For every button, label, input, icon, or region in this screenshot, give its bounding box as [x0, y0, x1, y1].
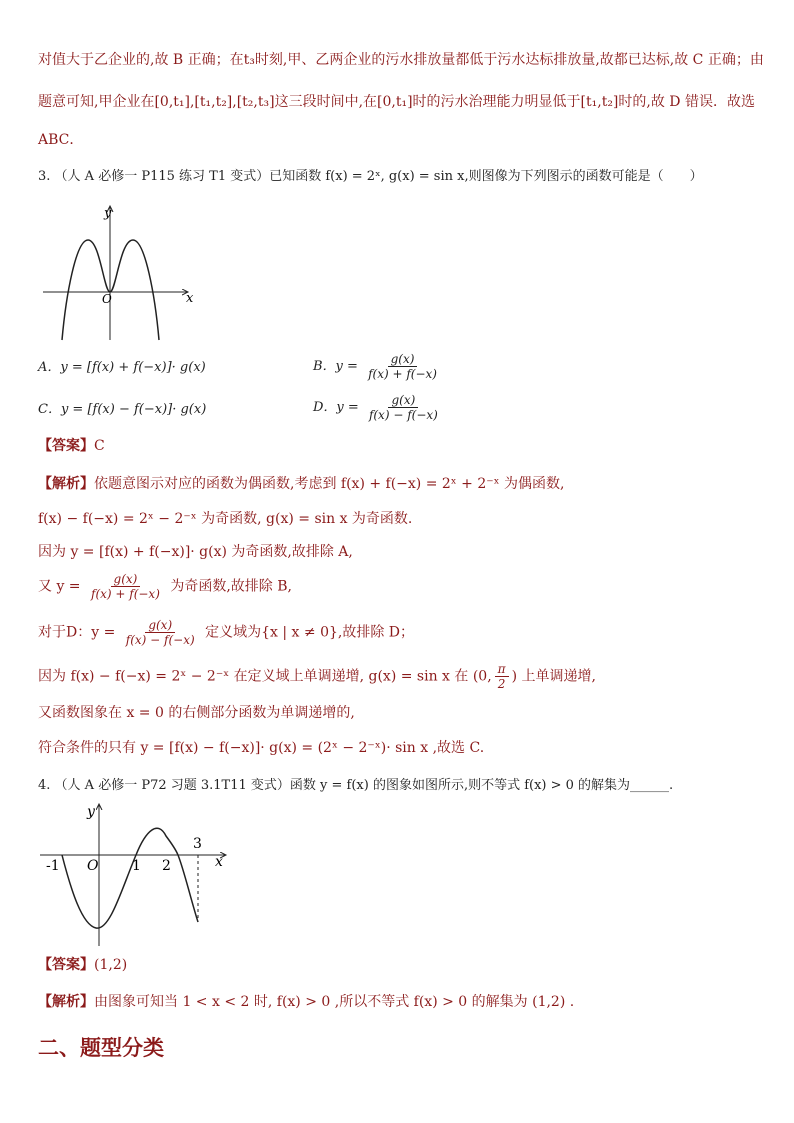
- q3-option-b: [313, 352, 443, 381]
- q3-analysis-line-2: f(x) − f(−x) = 2ˣ − 2⁻ˣ 为奇函数, g(x) = sin x 为奇函数.: [38, 511, 413, 527]
- q3-analysis-line-8: 符合条件的只有 y = [f(x) − f(−x)]· g(x) = (2ˣ − 2⁻ˣ)· sin x ,故选 C.: [38, 740, 485, 756]
- q3-a5-fraction: [123, 618, 198, 647]
- q3-analysis-line-6: [38, 662, 756, 691]
- q3-analysis-line-3: 因为 y = [f(x) + f(−x)]· g(x) 为奇函数,故排除 A,: [38, 544, 353, 560]
- prev-line-2: 题意可知,甲企业在[0,t₁],[t₁,t₂],[t₂,t₃]这三段时间中,在[0,t₁]时的污水治理能力明显低于[t₁,t₂]时的,故 D 错误．故选: [38, 94, 755, 110]
- q3-a5-suffix: 定义域为{x | x ≠ 0},故排除 D；: [205, 624, 415, 641]
- q4-y-label: y: [87, 804, 95, 820]
- q3-a4-num: g(x): [111, 572, 141, 587]
- q4-answer-tag: 【答案】: [38, 957, 94, 973]
- q3-a4-prefix: 又 y =: [38, 578, 81, 595]
- q3-answer: [38, 436, 756, 456]
- section-heading: 二、题型分类: [38, 1036, 164, 1060]
- q3-stem: 3. （人 A 必修一 P115 练习 T1 变式）已知函数 f(x) = 2ˣ, g(x) = sin x,则图像为下列图示的函数可能是（ ）: [38, 169, 703, 184]
- q3-graph: [38, 200, 203, 345]
- q3-a6-interval-right: ): [511, 668, 518, 685]
- q3-analysis-line-1: [38, 474, 756, 494]
- q4-x-label: x: [215, 854, 223, 870]
- q3-analysis-line-5: [38, 618, 756, 647]
- q3-a6-prefix: 因为 f(x) − f(−x) = 2ˣ − 2⁻ˣ 在定义域上单调递增, g(x) = sin x 在: [38, 668, 469, 685]
- q3-answer-tag: 【答案】: [38, 438, 94, 454]
- q4-analysis-tag: 【解析】: [38, 994, 94, 1010]
- q3-option-b-fraction: [365, 352, 440, 381]
- q4-origin-label: O: [87, 858, 99, 874]
- q4-tick-2: 2: [162, 858, 171, 874]
- q4-analysis: [38, 992, 756, 1012]
- q3-a5-num: g(x): [145, 618, 175, 633]
- q3-option-d-prefix: D．y =: [313, 400, 359, 415]
- q3-answer-value: C: [94, 438, 105, 454]
- q3-analysis-text-1: 依题意图示对应的函数为偶函数,考虑到 f(x) + f(−x) = 2ˣ + 2⁻ˣ 为偶函数,: [94, 476, 565, 492]
- q4-curve: [62, 828, 198, 928]
- q3-analysis-tag: 【解析】: [38, 476, 94, 492]
- q3-option-d-den: f(x) − f(−x): [368, 408, 438, 422]
- q3-option-b-den: f(x) + f(−x): [368, 367, 437, 381]
- q4-answer: [38, 955, 756, 975]
- q3-analysis-line-4: [38, 572, 756, 601]
- q3-a6-suffix: 上单调递增,: [521, 668, 596, 685]
- q4-answer-value: (1,2): [94, 957, 128, 973]
- q3-a6-interval-left: (0,: [472, 668, 492, 685]
- q3-a6-fraction: [495, 662, 509, 691]
- q3-a6-den: 2: [497, 677, 506, 691]
- q4-tick-neg1: -1: [46, 858, 60, 874]
- q3-origin-label: O: [102, 292, 112, 306]
- q3-a6-num: π: [495, 662, 509, 677]
- prev-line-1: 对值大于乙企业的,故 B 正确；在t₃时刻,甲、乙两企业的污水排放量都低于污水达标排放量,故都已达标,故 C 正确；由: [38, 52, 764, 68]
- q3-a5-prefix: 对于D：y =: [38, 624, 116, 641]
- q4-tick-3: 3: [193, 836, 202, 852]
- q3-y-label: y: [104, 206, 112, 221]
- q3-a5-den: f(x) − f(−x): [125, 633, 195, 647]
- q3-option-b-num: g(x): [388, 352, 418, 367]
- q3-option-d: [313, 393, 444, 422]
- q3-a4-fraction: [88, 572, 163, 601]
- q3-option-c: C．y = [f(x) − f(−x)]· g(x): [38, 402, 207, 417]
- q4-graph: [38, 800, 238, 950]
- q3-option-d-num: g(x): [388, 393, 418, 408]
- q3-a4-suffix: 为奇函数,故排除 B,: [170, 578, 292, 595]
- q3-analysis-line-7: 又函数图象在 x = 0 的右侧部分函数为单调递增的,: [38, 705, 355, 721]
- q4-tick-1: 1: [132, 858, 141, 874]
- q3-option-a: A．y = [f(x) + f(−x)]· g(x): [38, 360, 206, 375]
- q4-analysis-text: 由图象可知当 1 < x < 2 时, f(x) > 0 ,所以不等式 f(x) > 0 的解集为 (1,2) .: [94, 994, 575, 1010]
- q3-option-d-fraction: [366, 393, 441, 422]
- q3-a4-den: f(x) + f(−x): [91, 587, 160, 601]
- q3-option-b-prefix: B．y =: [313, 359, 358, 374]
- prev-line-3: ABC．: [38, 132, 84, 148]
- q3-x-label: x: [186, 291, 194, 306]
- q4-stem: 4. （人 A 必修一 P72 习题 3.1T11 变式）函数 y = f(x) 的图象如图所示,则不等式 f(x) > 0 的解集为______.: [38, 778, 674, 793]
